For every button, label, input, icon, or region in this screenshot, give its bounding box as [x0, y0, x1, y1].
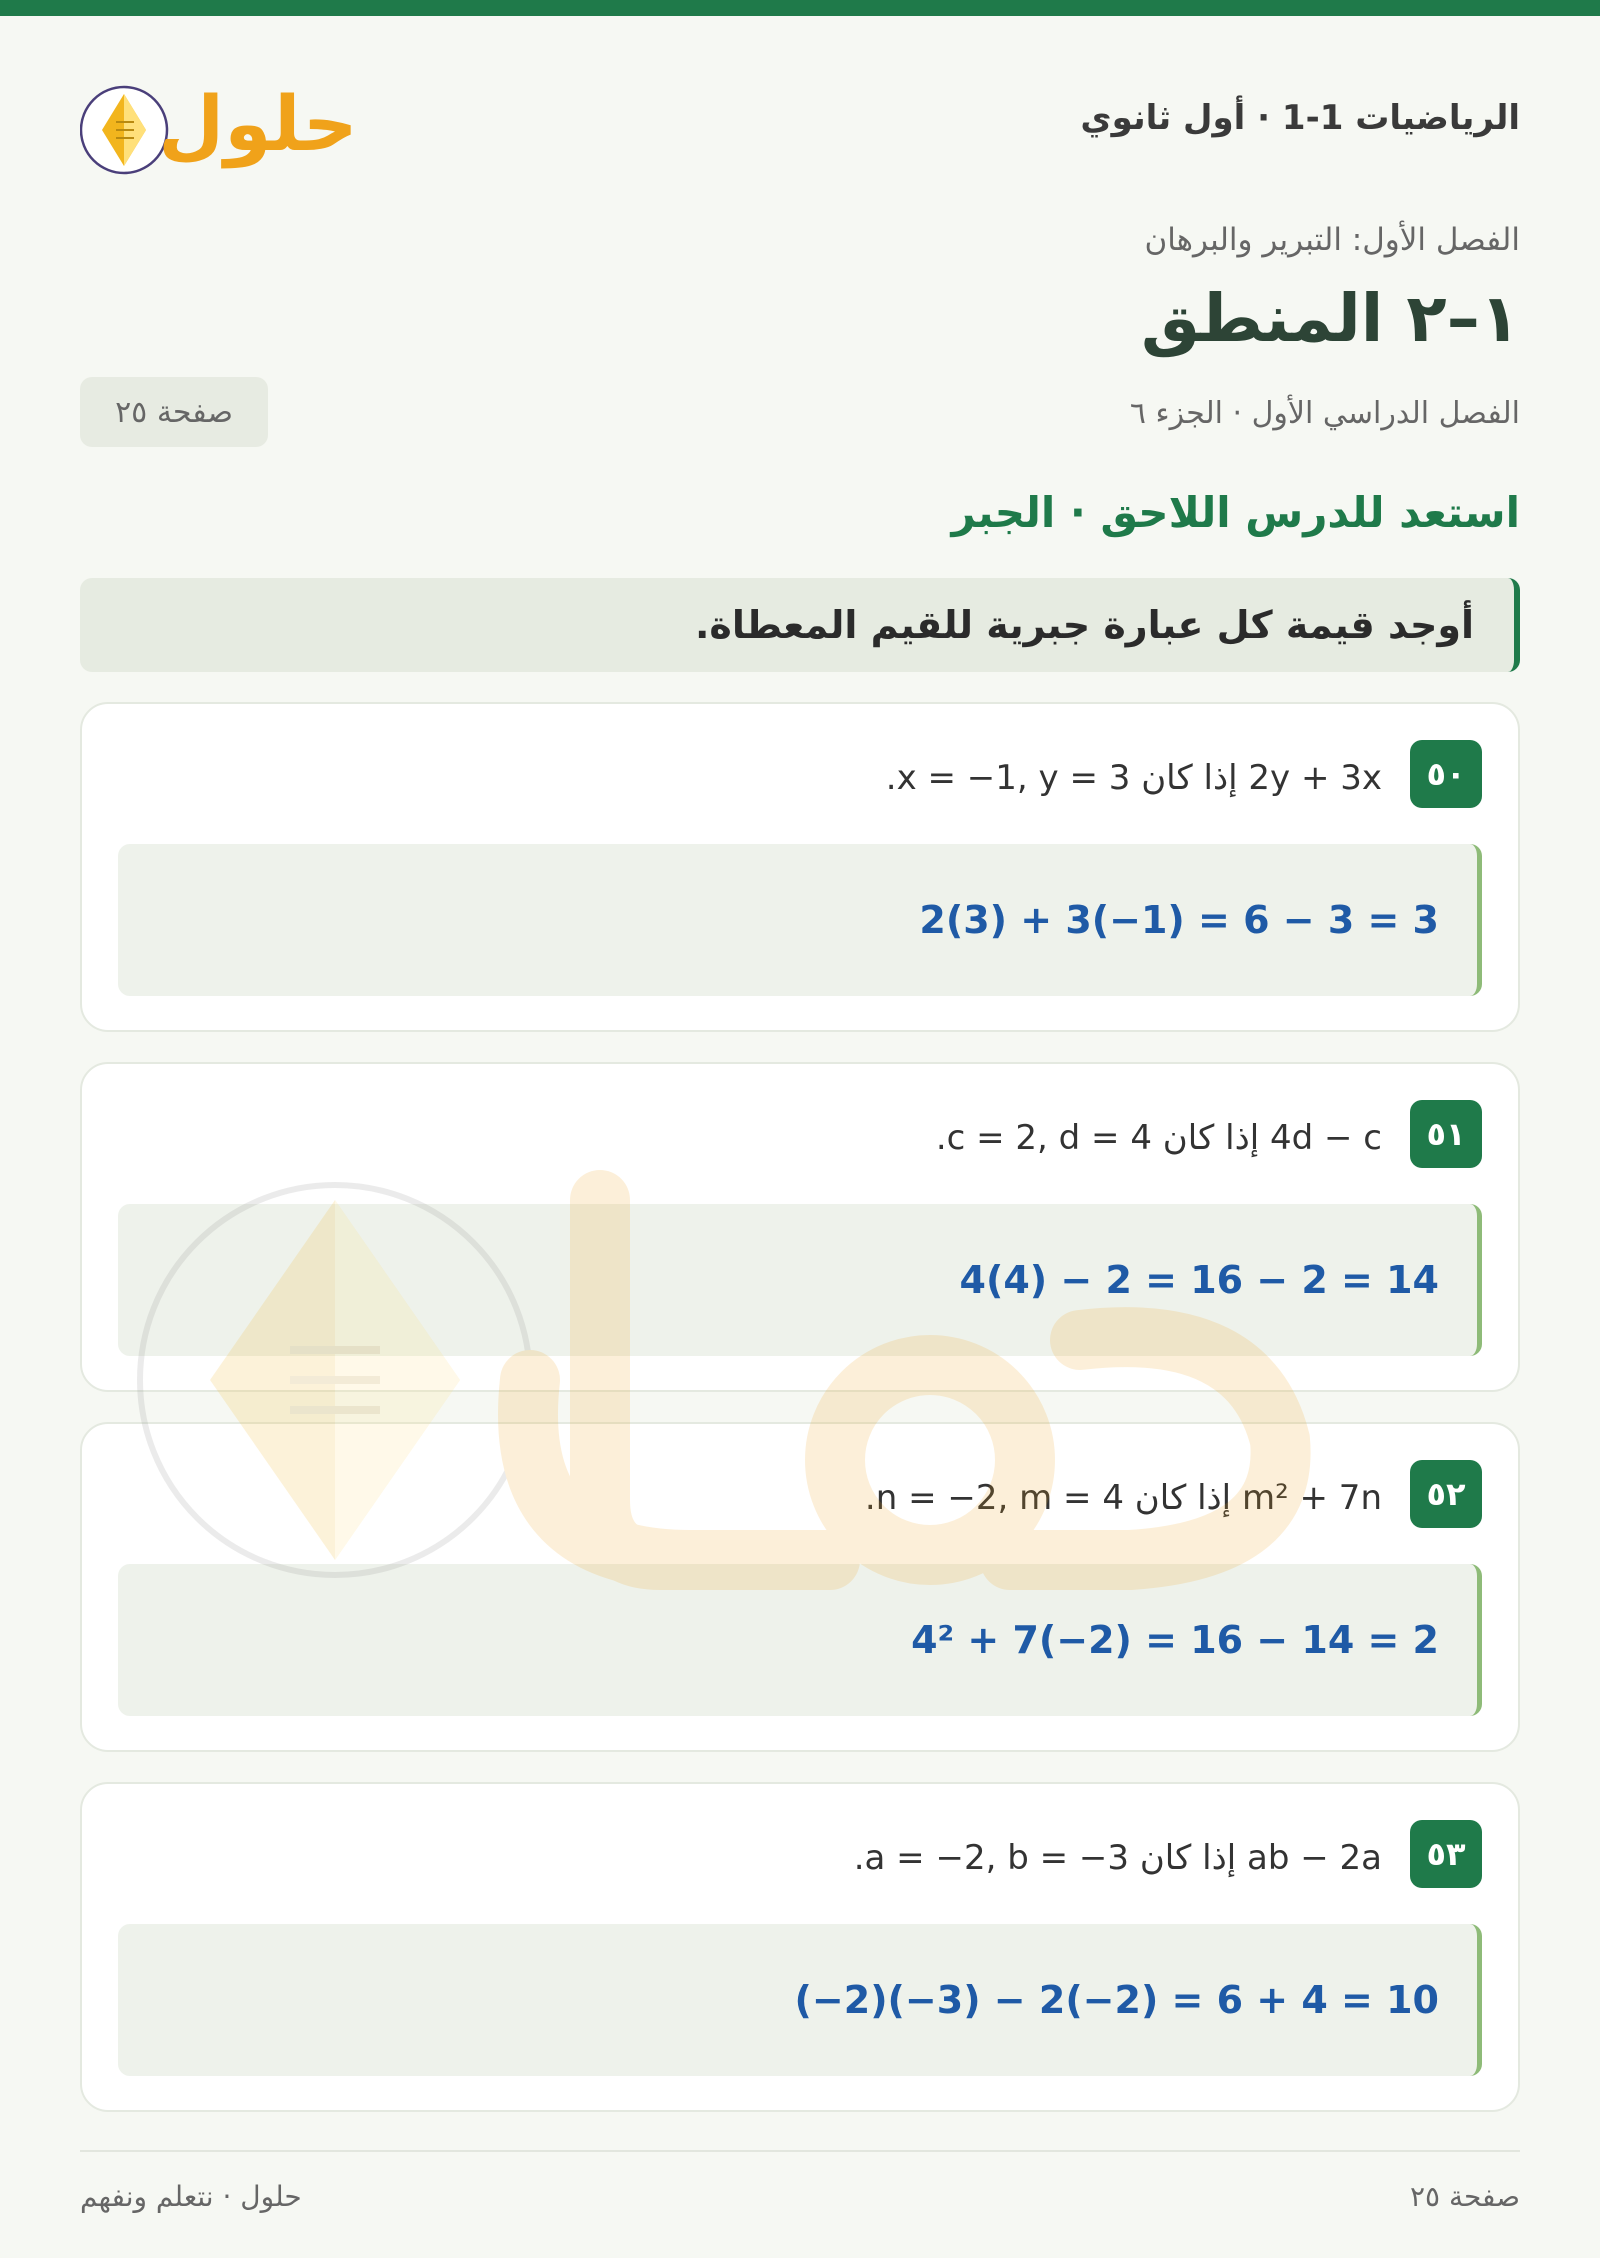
- course-title: الرياضيات 1-1 · أول ثانوي: [1080, 98, 1520, 138]
- footer-divider: [80, 2150, 1520, 2152]
- chapter-label: الفصل الأول: التبرير والبرهان: [1144, 222, 1520, 258]
- answer-box: [118, 1924, 1482, 2076]
- answer-box: [118, 1204, 1482, 1356]
- page-badge: [80, 377, 268, 447]
- answer-box: [118, 844, 1482, 996]
- page-header: [80, 62, 1520, 182]
- lesson-title: ١–٢ المنطق: [1141, 280, 1520, 357]
- exercise-number: ٥٢: [1410, 1460, 1482, 1528]
- exercise-question: 4d − c إذا كان c = 2, d = 4.: [935, 1118, 1382, 1158]
- answer-text: 4(4) − 2 = 16 − 2 = 14: [959, 1258, 1439, 1302]
- logo-text: حلول: [158, 79, 358, 168]
- exercise-question: m² + 7n إذا كان n = −2, m = 4.: [864, 1478, 1382, 1518]
- exercise-card-50: [80, 702, 1520, 1032]
- exercise-question: ab − 2a إذا كان a = −2, b = −3.: [853, 1838, 1382, 1878]
- instruction-box: [80, 578, 1520, 672]
- answer-text: 4² + 7(−2) = 16 − 14 = 2: [911, 1618, 1439, 1662]
- answer-text: (−2)(−3) − 2(−2) = 6 + 4 = 10: [794, 1978, 1439, 2022]
- answer-box: [118, 1564, 1482, 1716]
- page-badge-text: صفحة ٢٥: [115, 394, 233, 430]
- exercise-question: 2y + 3x إذا كان x = −1, y = 3.: [885, 758, 1382, 798]
- footer-page-number: صفحة ٢٥: [1409, 2180, 1520, 2213]
- exercise-number: ٥٣: [1410, 1820, 1482, 1888]
- answer-text: 2(3) + 3(−1) = 6 − 3 = 3: [919, 898, 1439, 942]
- section-title: استعد للدرس اللاحق · الجبر: [951, 488, 1520, 537]
- exercise-number: ٥٠: [1410, 740, 1482, 808]
- exercise-card-53: [80, 1782, 1520, 2112]
- top-accent-bar: [0, 0, 1600, 16]
- exercise-card-52: [80, 1422, 1520, 1752]
- exercise-number: ٥١: [1410, 1100, 1482, 1168]
- exercise-card-51: [80, 1062, 1520, 1392]
- footer-brand: حلول · نتعلم ونفهم: [80, 2180, 302, 2213]
- instruction-text: أوجد قيمة كل عبارة جبرية للقيم المعطاة.: [695, 603, 1474, 647]
- semester-label: الفصل الدراسي الأول · الجزء ٦: [1129, 396, 1520, 431]
- hulul-logo: [80, 62, 360, 182]
